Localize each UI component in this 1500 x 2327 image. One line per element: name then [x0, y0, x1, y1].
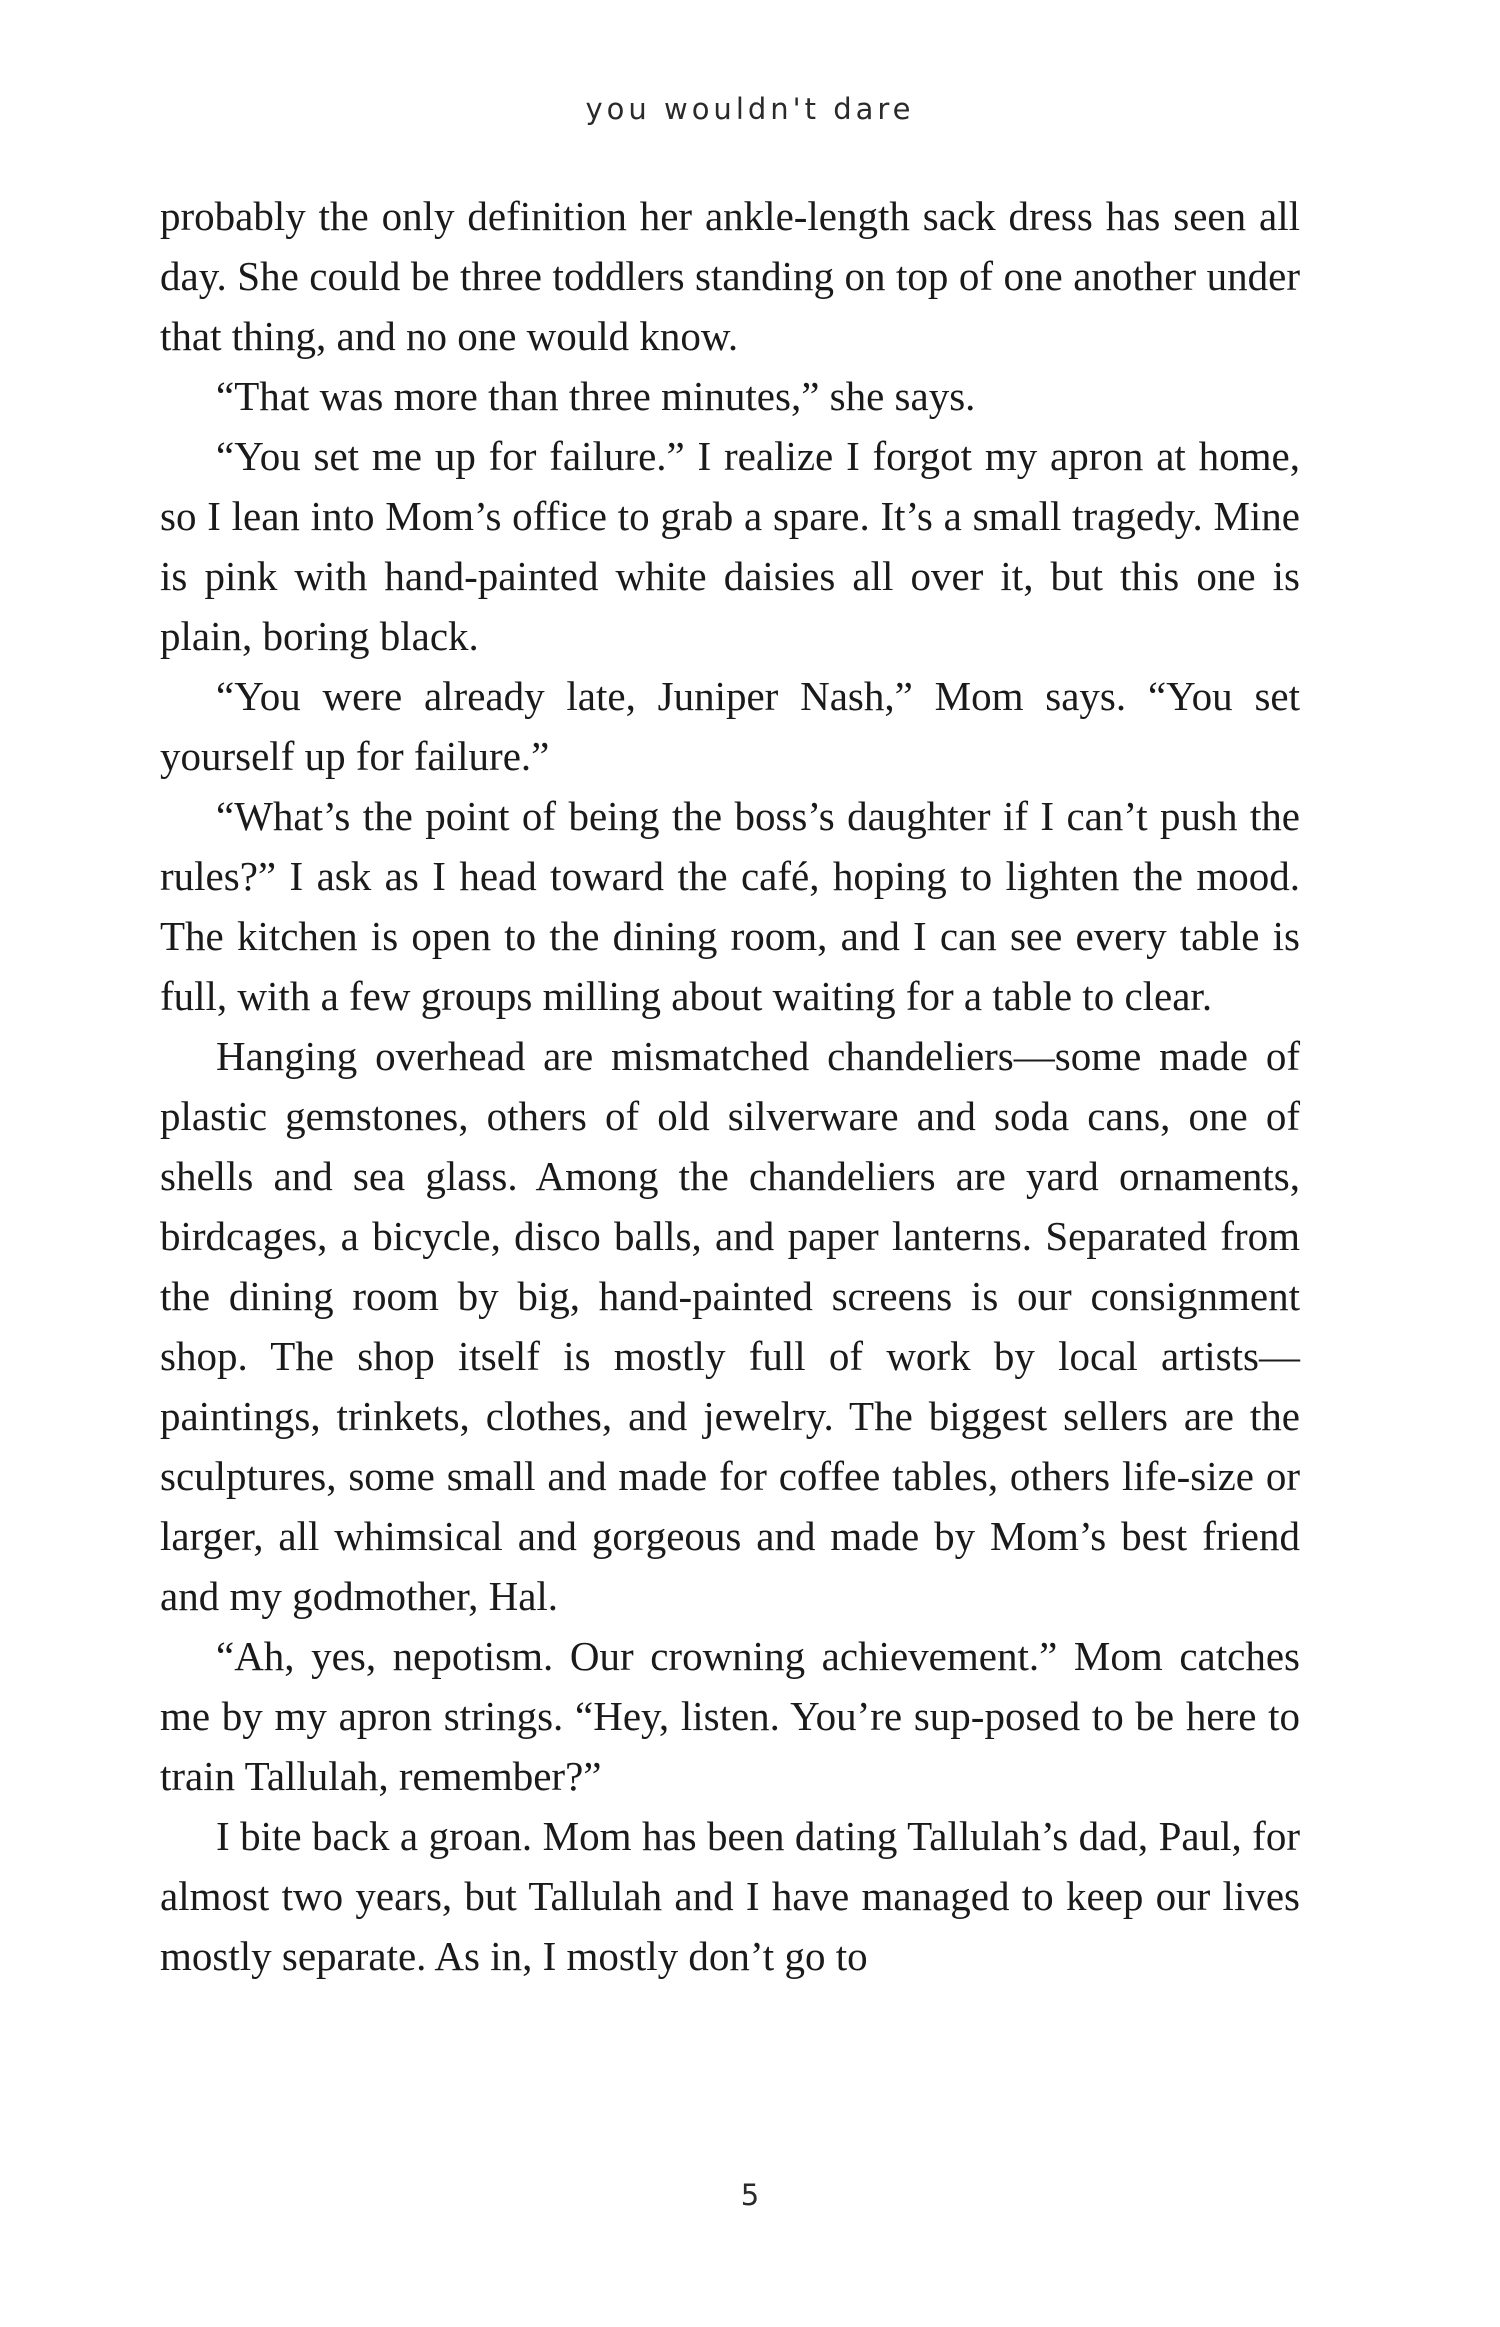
paragraph: Hanging overhead are mismatched chandeliers—some made of plastic gemstones, others of old silverware and soda cans, one of shells and sea glass. Among the chandeliers are yard ornaments, birdcages, a bicycle, disco balls, and paper lanterns. Separated from the dining room by big, hand-painted screens is our consignment shop. The shop itself is mostly full of work by local artists—paintings, trinkets, clothes, and jewelry. The biggest sellers are the sculptures, some small and made for coffee tables, others life-size or larger, all whimsical and gorgeous and made by Mom’s best friend and my godmother, Hal.	[160, 1033, 1300, 1619]
paragraph: “That was more than three minutes,” she says.	[216, 373, 976, 419]
paragraph: “Ah, yes, nepotism. Our crowning achievement.” Mom catches me by my apron strings. “Hey, listen. You’re sup-posed to be here to train Tallulah, remember?”	[160, 1633, 1300, 1799]
paragraph: “You set me up for failure.” I realize I forgot my apron at home, so I lean into Mom’s office to grab a spare. It’s a small tragedy. Mine is pink with hand-painted white daisies all over it, but this one is plain, boring black.	[160, 433, 1300, 659]
paragraph-continuation: probably the only definition her ankle-length sack dress has seen all day. She could be three toddlers standing on top of one another under that thing, and no one would know.	[160, 193, 1300, 359]
body-text	[160, 186, 1300, 1986]
page-number: 5	[740, 2178, 760, 2212]
running-head: you wouldn't dare	[585, 92, 915, 126]
paragraph: “You were already late, Juniper Nash,” Mom says. “You set yourself up for failure.”	[160, 673, 1300, 779]
paragraph: I bite back a groan. Mom has been dating Tallulah’s dad, Paul, for almost two years, but Tallulah and I have managed to keep our lives mostly separate. As in, I mostly don’t go to	[160, 1813, 1300, 1979]
paragraph: “What’s the point of being the boss’s daughter if I can’t push the rules?” I ask as I head toward the café, hoping to lighten the mood. The kitchen is open to the dining room, and I can see every table is full, with a few groups milling about waiting for a table to clear.	[160, 793, 1300, 1019]
